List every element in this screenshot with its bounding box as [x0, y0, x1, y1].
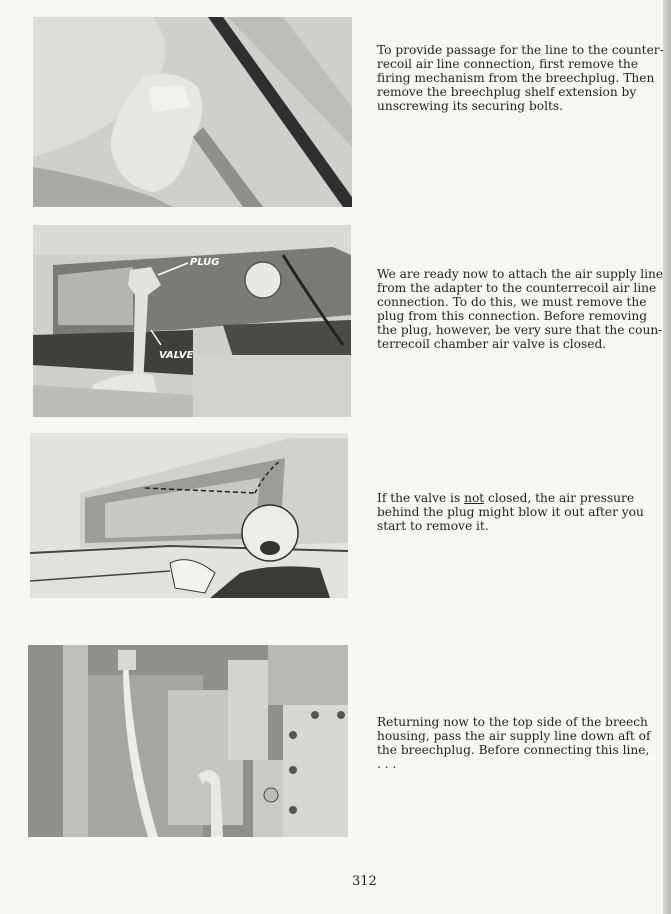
paragraph-line: the plug, however, be very sure that the coun- — [377, 323, 663, 337]
paragraph-line: connection. To do this, we must remove the — [377, 295, 647, 309]
emphasis-not: not — [464, 491, 485, 505]
paragraph-line: recoil air line connection, first remove the — [377, 57, 638, 71]
line-text: If the valve is — [377, 491, 465, 505]
paragraph-line: Returning now to the top side of the breech — [377, 715, 648, 729]
plug-valve-photo — [33, 225, 351, 417]
paragraph-line: from the adapter to the counterrecoil air line — [377, 281, 657, 295]
paragraph-line: unscrewing its securing bolts. — [377, 99, 564, 113]
paragraph-line: To provide passage for the line to the counter- — [377, 43, 664, 57]
paragraph-line: the breechplug. Before connecting this line, — [377, 743, 650, 757]
air-supply-line-photo — [28, 645, 348, 837]
page-binding-gutter — [663, 0, 671, 914]
breechplug-shelf-photo — [33, 17, 352, 207]
paragraph-remove-firing-mechanism — [377, 43, 671, 113]
paragraph-line: start to remove it. — [377, 519, 489, 533]
line-text: closed, the air pressure — [484, 491, 635, 505]
paragraph-line: firing mechanism from the breechplug. Then — [377, 71, 655, 85]
paragraph-returning-top-side — [377, 715, 671, 771]
paragraph-line — [377, 491, 671, 505]
cartoon-sailor-illustration — [30, 433, 348, 598]
paragraph-line: We are ready now to attach the air supply line — [377, 267, 664, 281]
plug-label: PLUG — [190, 257, 220, 268]
page-number: 312 — [352, 874, 377, 889]
valve-label: VALVE — [159, 350, 194, 361]
paragraph-line: plug from this connection. Before removing — [377, 309, 648, 323]
paragraph-attach-air-supply-line — [377, 267, 671, 351]
paragraph-line: remove the breechplug shelf extension by — [377, 85, 637, 99]
paragraph-line: terrecoil chamber air valve is closed. — [377, 337, 607, 351]
paragraph-line: housing, pass the air supply line down aft of — [377, 729, 651, 743]
paragraph-valve-warning — [377, 491, 671, 533]
paragraph-line: . . . — [377, 757, 397, 771]
paragraph-line: behind the plug might blow it out after you — [377, 505, 644, 519]
